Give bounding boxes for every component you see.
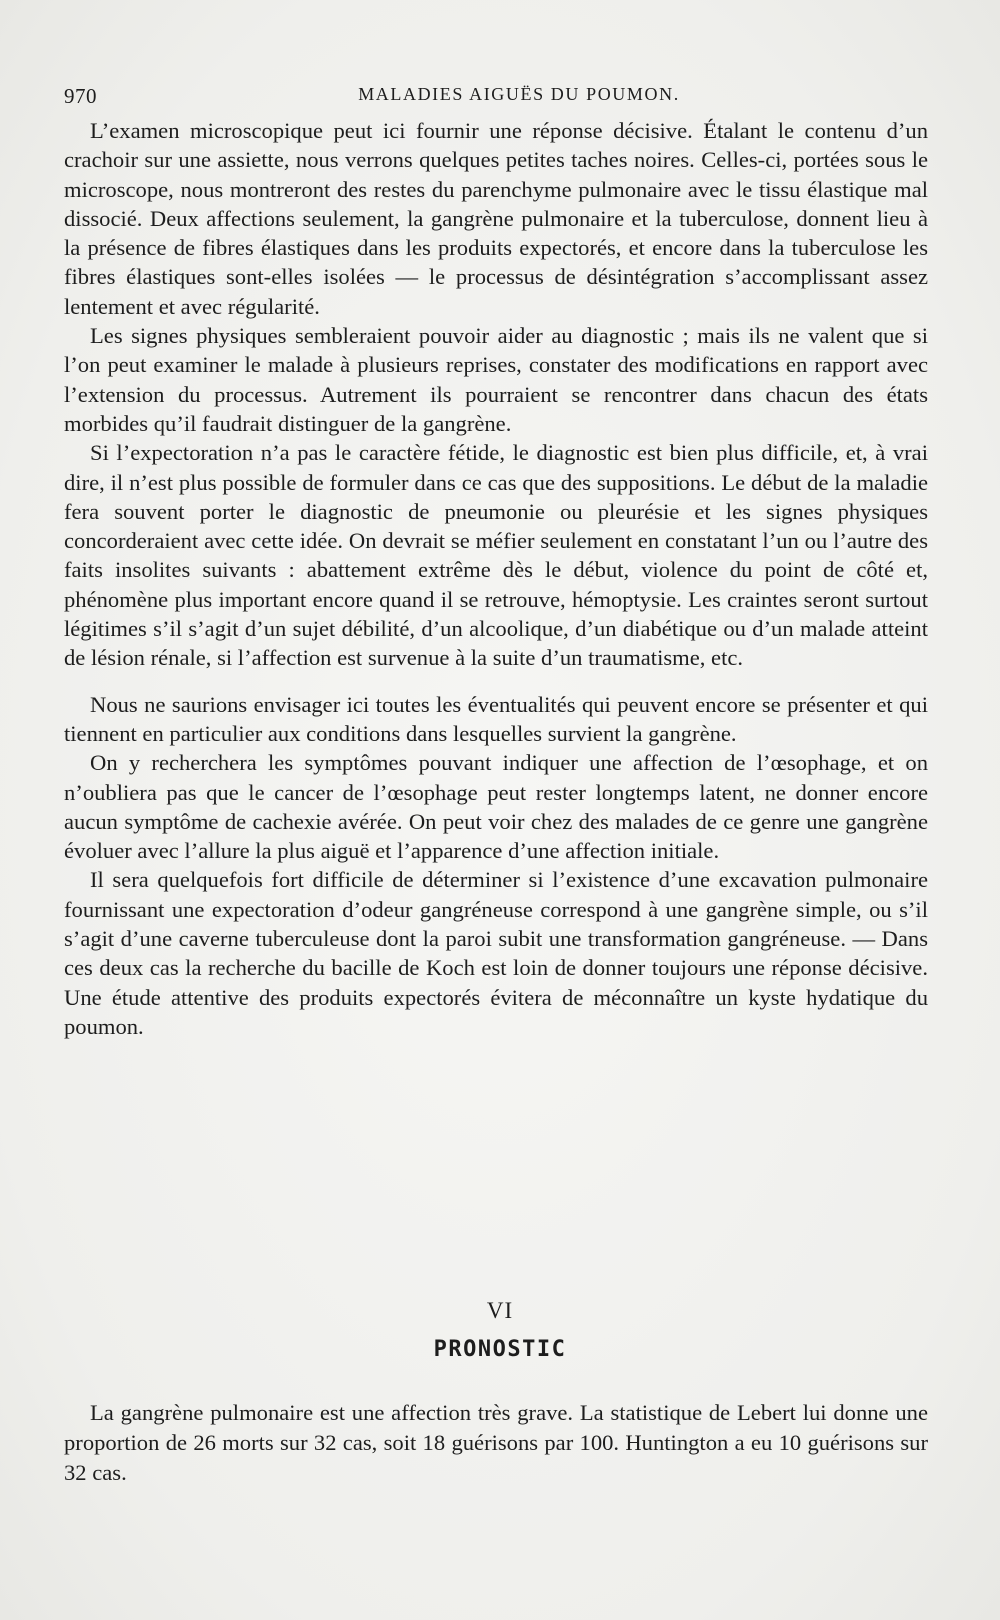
paragraph: On y recherchera les symptômes pouvant indiquer une affection de l’œsophage, et on n’oubliera pas que le cancer de l’œsophage peut rester longtemps latent, ne donner encore aucun symptôme de cachexie avérée. On peut voir chez des malades de ce genre une gangrène évoluer avec l’allure la plus aiguë et l’apparence d’une affection initiale. [64,750,928,864]
section-title: PRONOSTIC [433,1337,567,1362]
section-number: VI [486,1298,514,1323]
paragraph: Si l’expectoration n’a pas le caractère fétide, le diagnostic est bien plus difficile, et, à vrai dire, il n’est plus possible de formuler dans ce cas que des suppositions. Le début de la maladie fera souvent porter le diagnostic de pneumonie ou pleurésie et les signes physiques concorderaient avec cette idée. On devrait se méfier seulement en constatant l’un ou l’autre des faits insolites suivants : abattement extrême dès le début, violence du point de côté et, phénomène plus important encore quand il se retrouve, hémoptysie. Les craintes seront surtout légitimes s’il s’agit d’un sujet débilité, d’un alcoolique, d’un diabétique ou d’un malade atteint de lésion rénale, si l’affection est survenue à la suite d’un traumatisme, etc. [64,440,928,671]
page-number: 970 [64,84,97,108]
page-header [64,84,934,114]
paragraph: Il sera quelquefois fort difficile de déterminer si l’existence d’une excavation pulmonaire fournissant une expectoration d’odeur gangréneuse correspond à une gangrène simple, ou s’il s’agit d’une caverne tuberculeuse dont la paroi subit une transformation gangréneuse. — Dans ces deux cas la recherche du bacille de Koch est loin de donner toujours une réponse décisive. Une étude attentive des produits expectorés évitera de méconnaître un kyste hydatique du poumon. [64,867,928,1039]
running-title: MALADIES AIGUËS DU POUMON. [358,84,680,104]
paragraph: La gangrène pulmonaire est une affection très grave. La statistique de Lebert lui donne une proportion de 26 morts sur 32 cas, soit 18 guérisons par 100. Huntington a eu 10 guérisons sur 32 cas. [64,1400,928,1485]
paragraph: Les signes physiques sembleraient pouvoir aider au diagnostic ; mais ils ne valent que si l’on peut examiner le malade à plusieurs reprises, constater des modifications en rapport avec l’extension du processus. Autrement ils pourraient se rencontrer dans chacun des états morbides qu’il faudrait distinguer de la gangrène. [64,323,928,436]
closing-text [64,1398,928,1488]
paragraph: L’examen microscopique peut ici fournir une réponse décisive. Étalant le contenu d’un crachoir sur une assiette, nous verrons quelques petites taches noires. Celles-ci, portées sous le microscope, nous montreront des restes du parenchyme pulmonaire avec le tissu élastique mal dissocié. Deux affections seulement, la gangrène pulmonaire et la tuberculose, donnent lieu à la présence de fibres élastiques dans les produits expectorés, et encore dans la tuberculose les fibres élastiques sont-elles isolées — le processus de désintégration s’accomplissant assez lentement et avec régularité. [64,118,928,319]
paragraph: Nous ne saurions envisager ici toutes les éventualités qui peuvent encore se présenter et qui tiennent en particulier aux conditions dans lesquelles survient la gangrène. [64,691,928,746]
body-text [64,116,928,1041]
